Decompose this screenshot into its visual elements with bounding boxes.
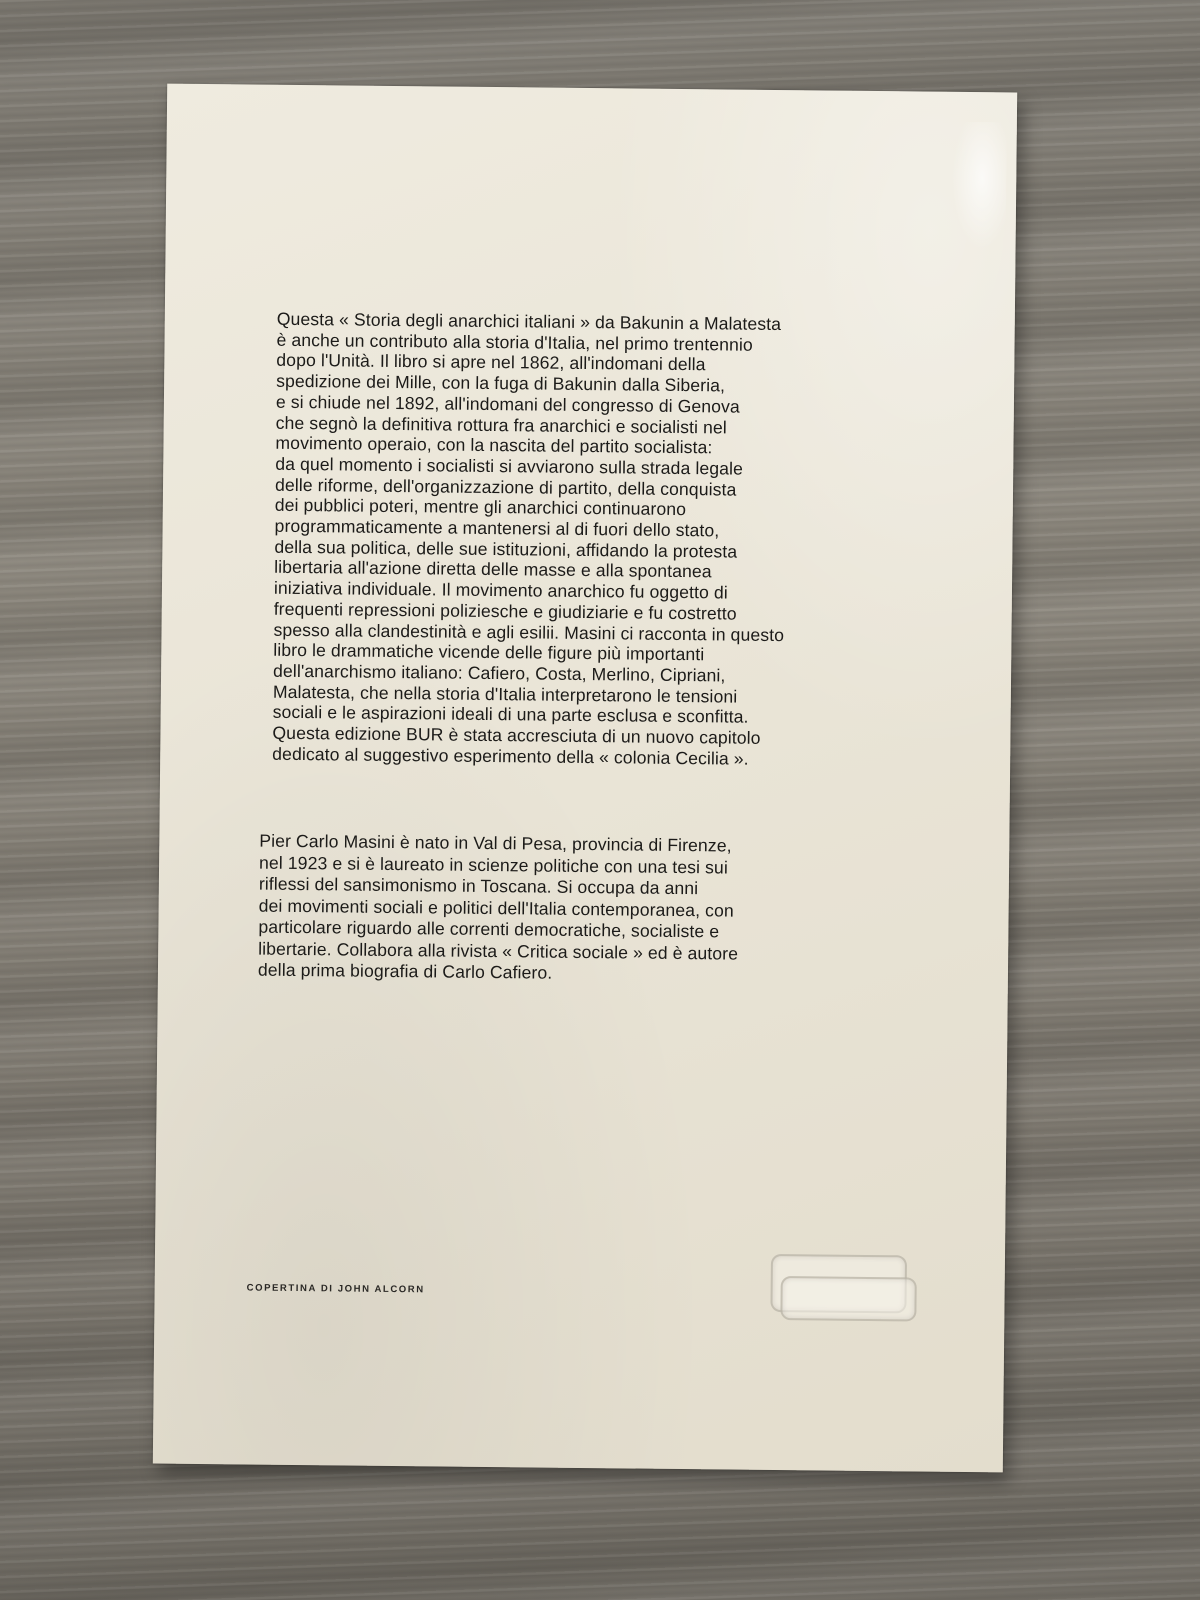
book-blurb: Questa « Storia degli anarchici italiani » da Bakunin a Malatesta è anche un contributo alla storia d'Italia, nel primo trentennio dopo l'Unità. Il libro si apre nel 1862, all'indomani della spedizione dei Mille, con la fuga di Bakunin dalla Siberia, e si chiude nel 1892, all'indomani del congresso di Genova che segnò la definitiva rottura fra anarchici e socialisti nel movimento operaio, con la nascita del partito socialista: da quel momento i socialisti si avviarono sulla strada legale delle riforme, dell'organizzazione di partito, della conquista dei pubblici poteri, mentre gli anarchici continuarono programmaticamente a mantenersi al di fuori dello stato, della sua politica, delle sue istituzioni, affidando la protesta libertaria all'azione diretta delle masse e alla spontanea iniziativa individuale. Il movimento anarchico fu oggetto di frequenti repressioni poliziesche e giudiziarie e fu costretto spesso alla clandestinità e agli esilii. Masini ci racconta in questo libro le drammatiche vicende delle figure più importanti dell'anarchismo italiano: Cafiero, Costa, Merlino, Cipriani, Malatesta, che nella storia d'Italia interpretarono le tensioni sociali e le aspirazioni ideali di una parte esclusa e sconfitta. Questa edizione BUR è stata accresciuta di un nuovo capitolo dedicato al suggestivo esperimento della « colonia Cecilia ».: [272, 308, 785, 769]
author-bio: Pier Carlo Masini è nato in Val di Pesa, provincia di Firenze, nel 1923 e si è laureato in scienze politiche con una tesi sui riflessi del sansimonismo in Toscana. Si occupa da anni dei movimenti sociali e politici dell'Italia contemporanea, con particolare riguardo alle correnti democratiche, socialiste e libertarie. Collabora alla rivista « Critica sociale » ed è autore della prima biografia di Carlo Cafiero.: [257, 830, 739, 983]
book-back-cover: [153, 84, 1017, 1473]
cover-wear-mark: [945, 122, 1006, 263]
cover-credit: COPERTINA DI JOHN ALCORN: [246, 1282, 425, 1296]
price-sticker-residue-lower: [780, 1276, 916, 1321]
